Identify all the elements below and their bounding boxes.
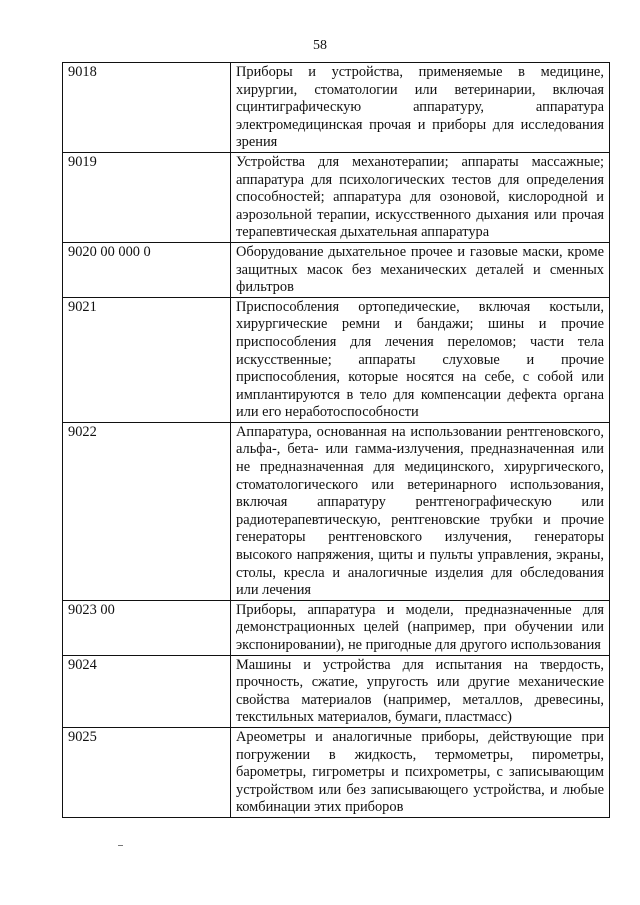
table-row bbox=[63, 152, 610, 242]
code-cell: 9021 bbox=[63, 297, 231, 422]
table-row bbox=[63, 422, 610, 600]
table-row bbox=[63, 727, 610, 817]
description-cell: Машины и устройства для испытания на твердость, прочность, сжатие, упругость или другие механические свойства материалов (например, металлов, древесины, текстильных материалов, бумаги, пластмасс) bbox=[231, 655, 610, 727]
description-cell: Приборы, аппаратура и модели, предназначенные для демонстрационных целей (например, при обучении или экспонировании), не пригодные для другого использования bbox=[231, 600, 610, 655]
description-cell: Приборы и устройства, применяемые в медицине, хирургии, стоматологии или ветеринарии, включая сцинтиграфическую аппаратуру, аппаратура электромедицинская прочая и приборы для исследования зрения bbox=[231, 63, 610, 153]
description-cell: Приспособления ортопедические, включая костыли, хирургические ремни и бандажи; шины и прочие приспособления для лечения переломов; части тела искусственные; аппараты слуховые и прочие приспособления, которые носятся на себе, с собой или имплантируются в тело для компенсации дефекта органа или его неработоспособности bbox=[231, 297, 610, 422]
description-cell: Оборудование дыхательное прочее и газовые маски, кроме защитных масок без механических деталей и сменных фильтров bbox=[231, 242, 610, 297]
code-table bbox=[62, 62, 610, 818]
code-cell: 9022 bbox=[63, 422, 231, 600]
code-cell: 9020 00 000 0 bbox=[63, 242, 231, 297]
table-row bbox=[63, 655, 610, 727]
table-row bbox=[63, 297, 610, 422]
table-row bbox=[63, 242, 610, 297]
scan-artifact bbox=[118, 845, 123, 846]
table-row bbox=[63, 63, 610, 153]
code-cell: 9018 bbox=[63, 63, 231, 153]
code-cell: 9025 bbox=[63, 727, 231, 817]
description-cell: Аппаратура, основанная на использовании рентгеновского, альфа-, бета- или гамма-излучения, предназначенная или не предназначенная для медицинского, хирургического, стоматологического или ветеринарного использования, включая аппаратуру рентгенографическую или радиотерапевтическую, рентгеновские трубки и прочие генераторы рентгеновского излучения, генераторы высокого напряжения, щиты и пульты управления, экраны, столы, кресла и аналогичные изделия для обследования или лечения bbox=[231, 422, 610, 600]
code-cell: 9024 bbox=[63, 655, 231, 727]
description-cell: Устройства для механотерапии; аппараты массажные; аппаратура для психологических тестов для определения способностей; аппаратура для озоновой, кислородной и аэрозольной терапии, искусственного дыхания или прочая терапевтическая дыхательная аппаратура bbox=[231, 152, 610, 242]
code-cell: 9019 bbox=[63, 152, 231, 242]
code-cell: 9023 00 bbox=[63, 600, 231, 655]
description-cell: Ареометры и аналогичные приборы, действующие при погружении в жидкость, термометры, пирометры, барометры, гигрометры и психрометры, с записывающим устройством или без записывающего устройства, и любые комбинации этих приборов bbox=[231, 727, 610, 817]
page-number: 58 bbox=[313, 38, 327, 53]
table-row bbox=[63, 600, 610, 655]
